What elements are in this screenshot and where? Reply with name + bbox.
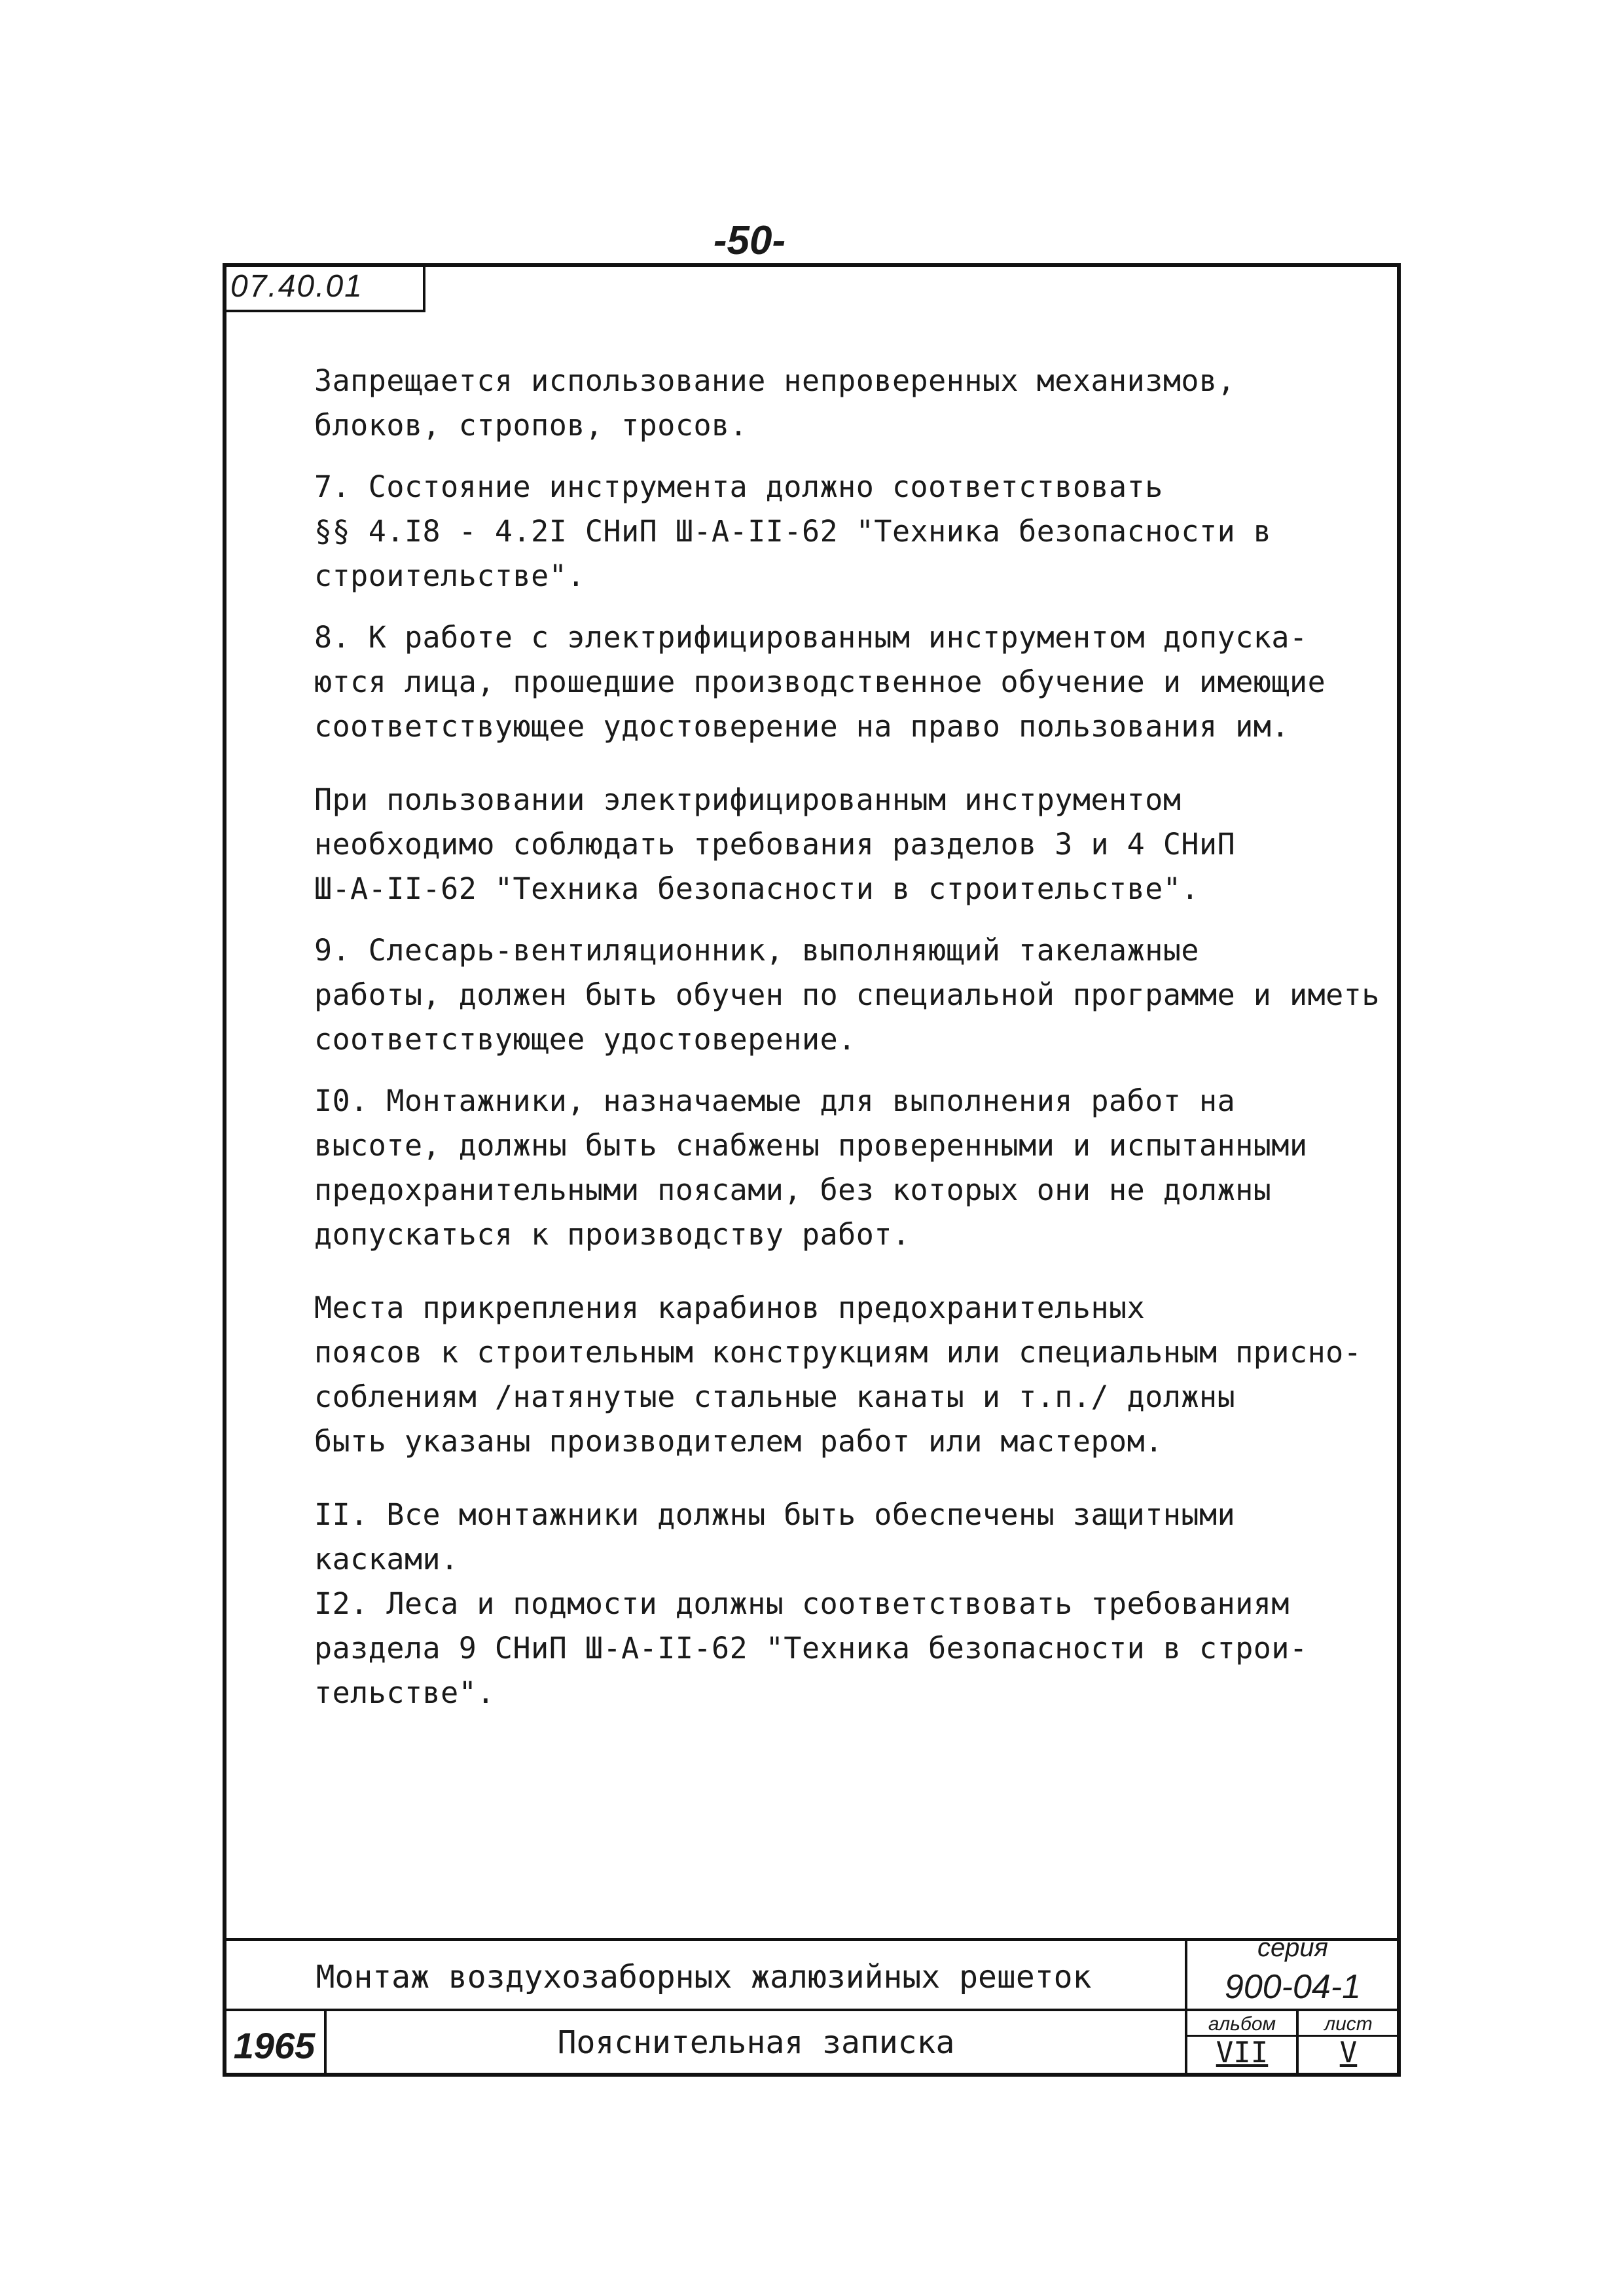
page-number: -50- (713, 218, 786, 263)
paragraph-12-scaffolding: I2. Леса и подмости должны соответствовать требованиям раздела 9 СНиП Ш-А-II-62 "Техника безопасности в строи- тельстве". (314, 1586, 1308, 1710)
paragraph-electric-tools-usage: При пользовании электрифицированным инструментом необходимо соблюдать требования разделов 3 и 4 СНиП Ш-А-II-62 "Техника безопасности в строительстве". (314, 782, 1236, 906)
title-block-year: 1965 (233, 2025, 316, 2066)
title-block-title: Монтаж воздухозаборных жалюзийных решеток (316, 1959, 1092, 1995)
title-block-album-sheet-divider (1296, 2009, 1299, 2077)
paragraph-8-electric-tools: 8. К работе с электрифицированным инструментом допуска- ются лица, прошедшие производственное обучение и имеющие соответствующее удостоверение на право пользования им. (314, 620, 1326, 744)
sheet-value: V (1339, 2036, 1358, 2069)
paragraph-9-rigging: 9. Слесарь-вентиляционник, выполняющий такелажные работы, должен быть обучен по специальной программе и иметь соответствующее удостоверение. (314, 933, 1380, 1057)
title-block-right-divider (1185, 1938, 1187, 2077)
series-value: 900-04-1 (1224, 1968, 1362, 2006)
sheet-label: лист (1324, 2013, 1373, 2035)
title-block-subtitle: Пояснительная записка (557, 2024, 955, 2061)
album-value: VII (1216, 2036, 1269, 2069)
series-label: серия (1257, 1933, 1329, 1962)
paragraph-7-tool-condition: 7. Состояние инструмента должно соответствовать §§ 4.I8 - 4.2I СНиП Ш-А-II-62 "Техника безопасности в строительстве". (314, 469, 1272, 593)
body-text (314, 359, 1401, 1732)
paragraph-11-helmets: II. Все монтажники должны быть обеспечены защитными касками. (314, 1497, 1236, 1576)
paragraph-carabiner-points: Места прикрепления карабинов предохранительных поясов к строительным конструкциям или специальным присно- соблениям /натянутые стальные канаты и т.п./ должны быть указаны производителем работ или мастером. (314, 1290, 1362, 1459)
title-block-year-divider (324, 2009, 327, 2077)
album-label: альбом (1208, 2013, 1276, 2035)
doc-code: 07.40.01 (230, 269, 363, 304)
paragraph-prohibition: Запрещается использование непроверенных механизмов, блоков, стропов, тросов. (314, 363, 1236, 443)
paragraph-10-height-work: I0. Монтажники, назначаемые для выполнения работ на высоте, должны быть снабжены проверенными и испытанными предохранительными поясами, без которых они не должны допускаться к производству работ. (314, 1084, 1308, 1252)
